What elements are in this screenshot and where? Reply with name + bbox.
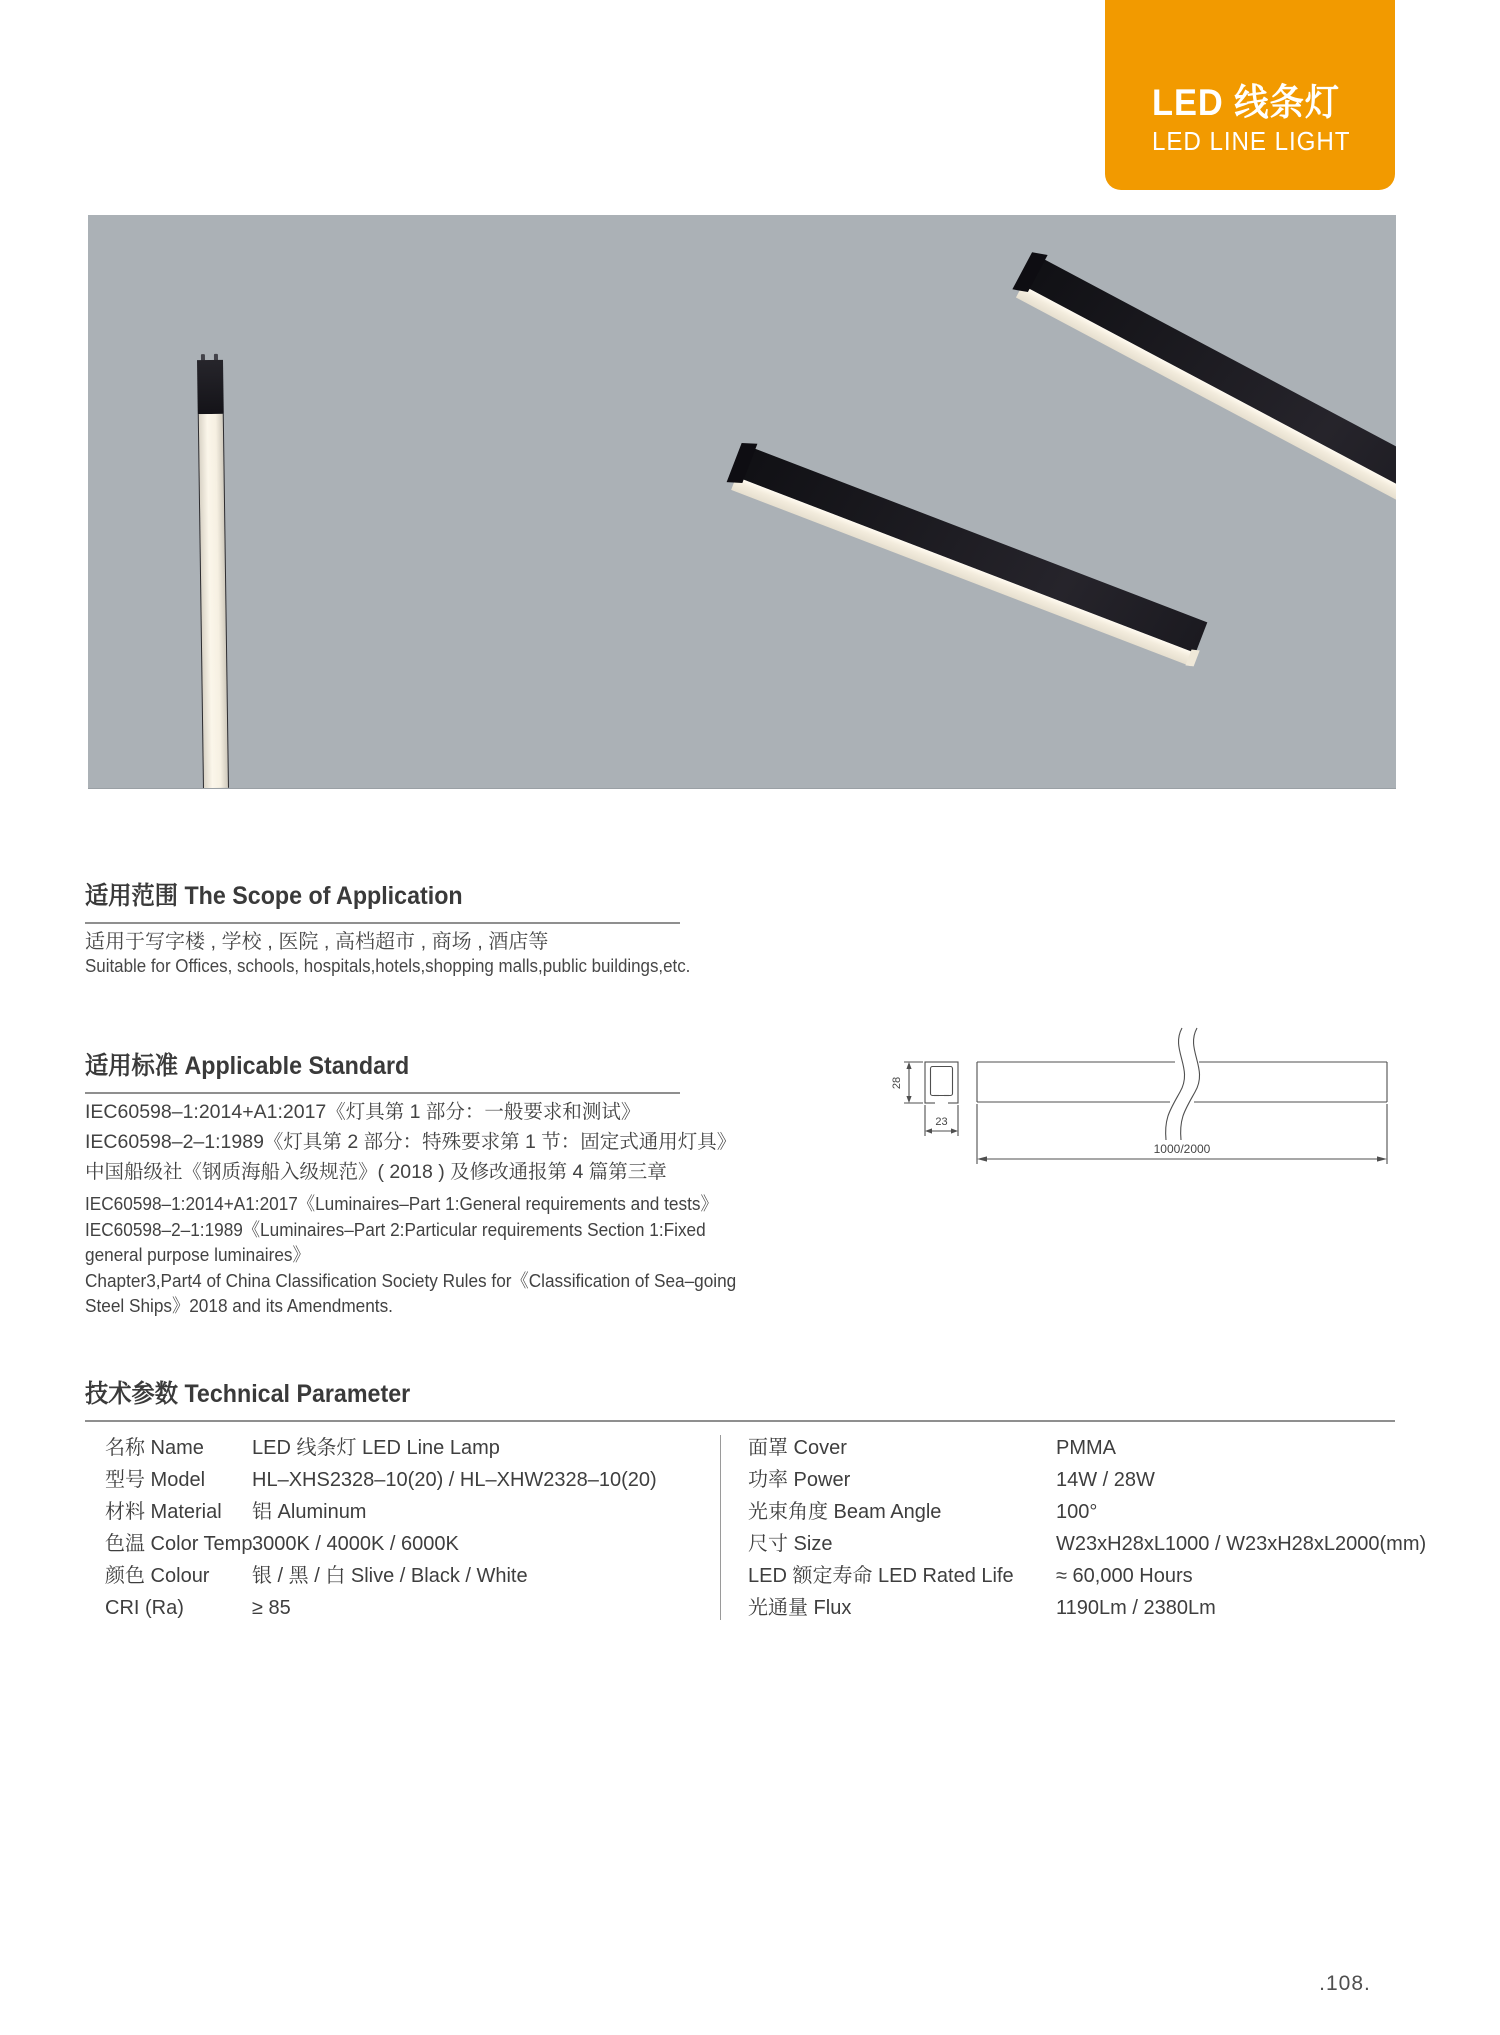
table-row <box>748 1496 1426 1528</box>
param-label: 光束角度 Beam Angle <box>748 1501 942 1523</box>
standard-section-heading: 适用标准 Applicable Standard <box>85 1046 680 1094</box>
badge-title-cn: LED 线条灯 <box>1152 82 1341 123</box>
table-row <box>105 1464 657 1496</box>
param-label: 面罩 Cover <box>748 1437 847 1459</box>
standard-line: 中国船级社《钢质海船入级规范》( 2018 ) 及修改通报第 4 篇第三章 <box>85 1161 667 1183</box>
param-label: 功率 Power <box>748 1469 851 1491</box>
param-label: 尺寸 Size <box>748 1533 833 1555</box>
param-label: 颜色 Colour <box>105 1565 210 1587</box>
dim-length-label: 1000/2000 <box>1153 1142 1211 1156</box>
param-value: 1190Lm / 2380Lm <box>1056 1597 1216 1619</box>
bar-outline <box>977 1062 1387 1102</box>
param-label: 材料 Material <box>105 1501 222 1523</box>
scope-text-cn: 适用于写字楼 , 学校 , 医院 , 高档超市 , 商场 , 酒店等 <box>85 931 549 953</box>
standard-lines-cn <box>85 1097 736 1187</box>
standard-line: IEC60598–2–1:1989《Luminaires–Part 2:Particular requirements Section 1:Fixed <box>85 1218 706 1240</box>
parameter-section-heading: 技术参数 Technical Parameter <box>85 1374 1395 1422</box>
table-row <box>105 1496 657 1528</box>
param-value: ≈ 60,000 Hours <box>1056 1565 1193 1587</box>
param-value: 14W / 28W <box>1056 1469 1155 1491</box>
param-label: 光通量 Flux <box>748 1597 852 1619</box>
param-label: 型号 Model <box>105 1469 206 1491</box>
table-row <box>105 1560 657 1592</box>
param-value: 100° <box>1056 1501 1098 1523</box>
lamp-housing <box>1023 256 1396 510</box>
param-label: 色温 Color Temp. <box>105 1533 259 1555</box>
scope-text-en: Suitable for Offices, schools, hospitals,hotels,shopping malls,public buildings,etc. <box>85 956 691 976</box>
standard-line: IEC60598–1:2014+A1:2017《Luminaires–Part 1:General requirements and tests》 <box>85 1193 718 1214</box>
standard-line: Chapter3,Part4 of China Classification Society Rules for《Classification of Sea–going <box>85 1269 737 1291</box>
profile-channel <box>931 1067 953 1096</box>
table-row <box>748 1432 1426 1464</box>
table-row <box>748 1560 1426 1592</box>
param-label: 名称 Name <box>105 1437 204 1459</box>
param-value: ≥ 85 <box>252 1597 291 1619</box>
param-label: LED 额定寿命 LED Rated Life <box>748 1565 1014 1587</box>
table-row <box>105 1432 657 1464</box>
param-value: LED 线条灯 LED Line Lamp <box>252 1437 500 1459</box>
lamp-diagonal-right-image <box>1016 256 1396 523</box>
standard-line: Steel Ships》2018 and its Amendments. <box>85 1295 393 1316</box>
table-row <box>105 1528 657 1560</box>
table-row <box>105 1592 657 1624</box>
param-value: 3000K / 4000K / 6000K <box>252 1533 459 1555</box>
parameter-table-divider <box>720 1435 721 1620</box>
product-category-badge <box>1105 0 1395 190</box>
parameter-table-right <box>748 1432 1426 1624</box>
param-value: 铝 Aluminum <box>252 1501 367 1523</box>
param-value: HL–XHS2328–10(20) / HL–XHW2328–10(20) <box>252 1469 657 1491</box>
page-number: .108. <box>1319 1972 1371 1995</box>
table-row <box>748 1528 1426 1560</box>
lamp-diffuser <box>731 477 1195 666</box>
standard-lines-en <box>85 1191 736 1319</box>
lamp-diffuser <box>198 414 229 788</box>
standard-line: IEC60598–1:2014+A1:2017《灯具第 1 部分：一般要求和测试》 <box>85 1101 641 1123</box>
lamp-end-cap <box>197 360 224 414</box>
badge-title-en: LED LINE LIGHT <box>1152 126 1351 156</box>
lamp-diagonal-left-image <box>731 446 1207 666</box>
standard-line: IEC60598–2–1:1989《灯具第 2 部分：特殊要求第 1 节：固定式通用灯具》 <box>85 1131 737 1153</box>
dimension-drawing <box>890 1012 1400 1182</box>
table-row <box>748 1592 1426 1624</box>
scope-section-heading: 适用范围 The Scope of Application <box>85 876 680 924</box>
param-label: CRI (Ra) <box>105 1597 184 1619</box>
table-row <box>748 1464 1426 1496</box>
product-photo <box>88 215 1396 789</box>
param-value: 银 / 黑 / 白 Slive / Black / White <box>252 1565 528 1587</box>
param-value: W23xH28xL1000 / W23xH28xL2000(mm) <box>1056 1533 1427 1555</box>
param-value: PMMA <box>1056 1437 1116 1459</box>
lamp-housing <box>736 446 1207 653</box>
dim-width-label: 23 <box>935 1116 948 1128</box>
dim-height-label: 28 <box>891 1076 903 1090</box>
parameter-table-left <box>105 1432 657 1624</box>
standard-line: general purpose luminaires》 <box>85 1244 310 1265</box>
lamp-vertical-image <box>197 360 229 788</box>
lamp-diffuser <box>1016 285 1396 523</box>
